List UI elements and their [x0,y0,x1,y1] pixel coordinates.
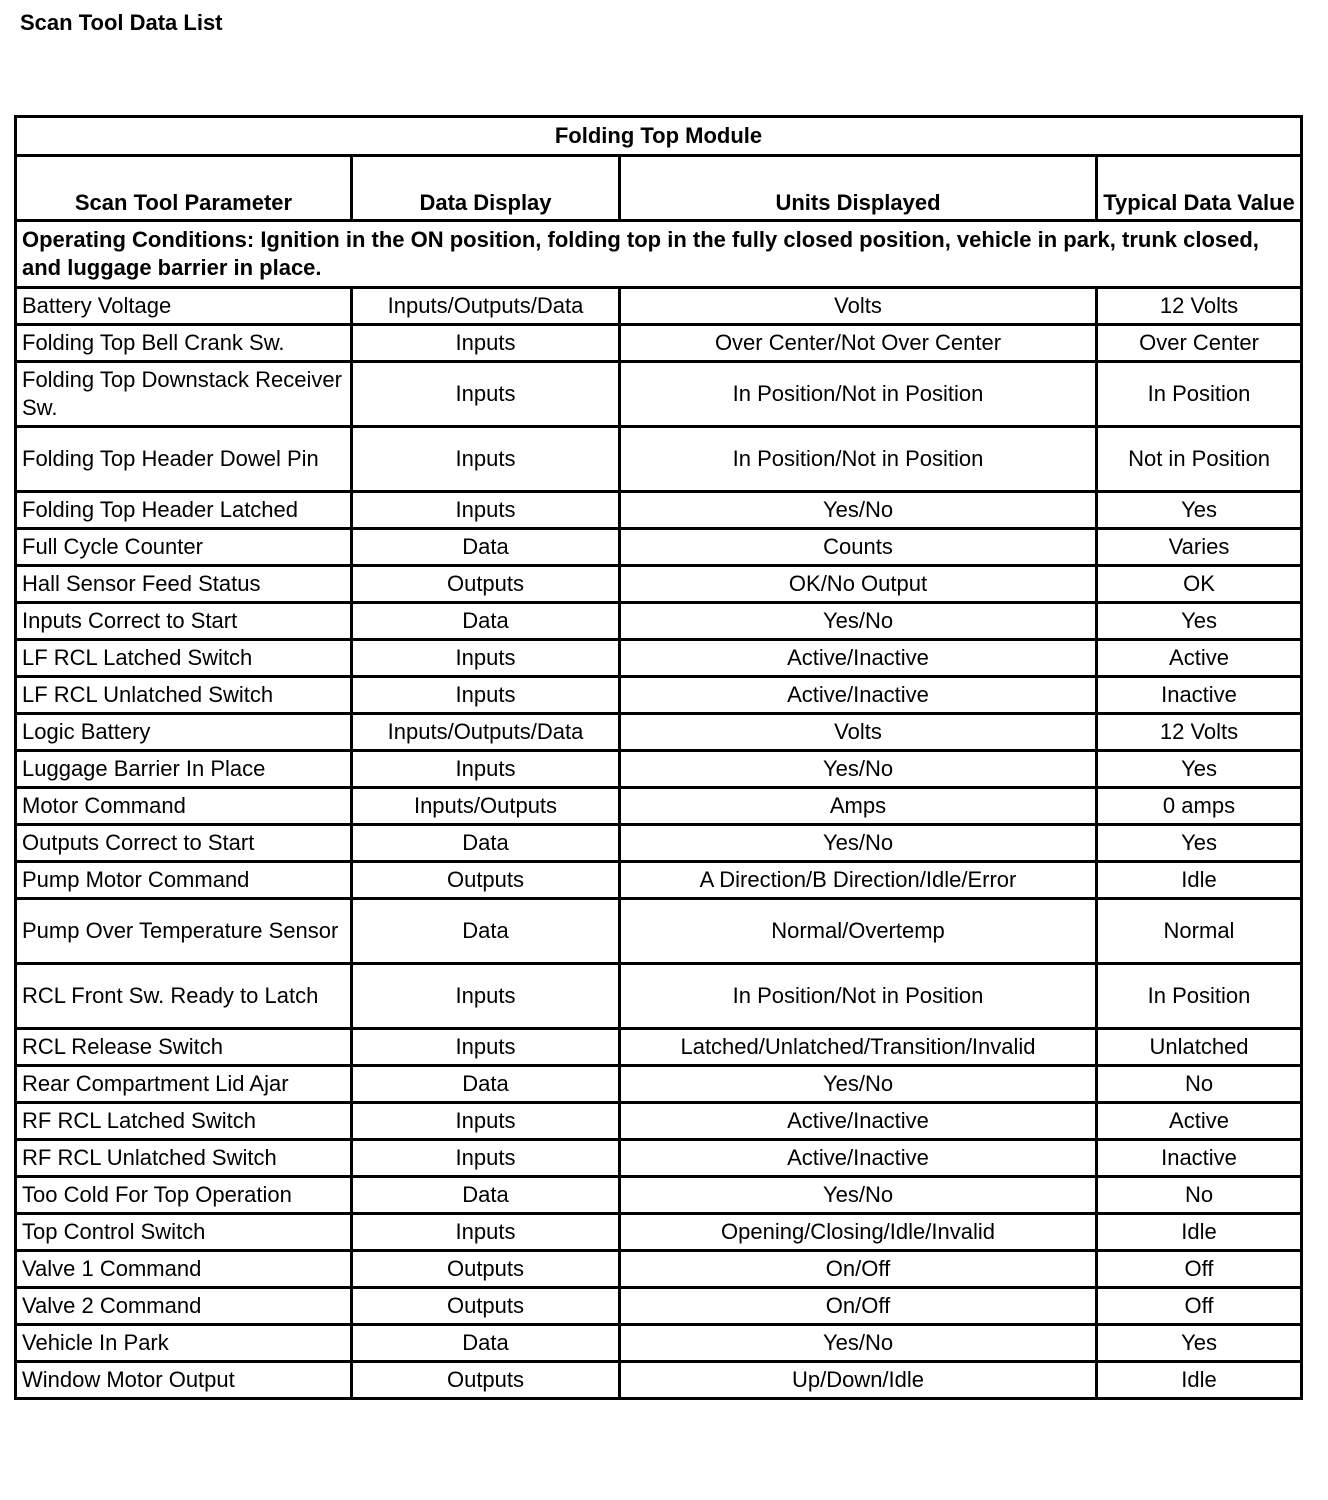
scan-tool-data-table [14,115,1303,1400]
table-row [16,1362,1302,1399]
units-cell: Yes/No [620,492,1097,529]
typical-value-cell: Unlatched [1097,1029,1302,1066]
parameter-cell: Battery Voltage [16,288,352,325]
module-title: Folding Top Module [16,117,1302,156]
data-display-cell: Inputs [352,964,620,1029]
parameter-cell: Too Cold For Top Operation [16,1177,352,1214]
units-cell: Active/Inactive [620,1103,1097,1140]
units-cell: Volts [620,288,1097,325]
parameter-cell: RCL Release Switch [16,1029,352,1066]
typical-value-cell: Over Center [1097,325,1302,362]
table-row [16,325,1302,362]
units-cell: OK/No Output [620,566,1097,603]
parameter-cell: Logic Battery [16,714,352,751]
parameter-cell: Inputs Correct to Start [16,603,352,640]
typical-value-cell: 0 amps [1097,788,1302,825]
data-display-cell: Outputs [352,1251,620,1288]
data-display-cell: Inputs [352,362,620,427]
parameter-cell: Folding Top Downstack Receiver Sw. [16,362,352,427]
data-display-cell: Data [352,1177,620,1214]
table-row [16,1325,1302,1362]
table-row [16,899,1302,964]
table-row [16,714,1302,751]
parameter-cell: Rear Compartment Lid Ajar [16,1066,352,1103]
table-row [16,1066,1302,1103]
units-cell: Up/Down/Idle [620,1362,1097,1399]
units-cell: Opening/Closing/Idle/Invalid [620,1214,1097,1251]
table-row [16,1288,1302,1325]
units-cell: Yes/No [620,751,1097,788]
typical-value-cell: Inactive [1097,677,1302,714]
typical-value-cell: Idle [1097,862,1302,899]
data-display-cell: Inputs [352,677,620,714]
table-row [16,1214,1302,1251]
parameter-cell: Pump Over Temperature Sensor [16,899,352,964]
data-display-cell: Inputs [352,492,620,529]
parameter-cell: Folding Top Header Latched [16,492,352,529]
parameter-cell: Valve 2 Command [16,1288,352,1325]
typical-value-cell: Yes [1097,603,1302,640]
table-row [16,751,1302,788]
data-display-cell: Inputs [352,1214,620,1251]
table-row [16,1103,1302,1140]
data-display-cell: Outputs [352,1288,620,1325]
units-cell: In Position/Not in Position [620,964,1097,1029]
units-cell: On/Off [620,1251,1097,1288]
units-cell: Yes/No [620,1066,1097,1103]
units-cell: Amps [620,788,1097,825]
typical-value-cell: Yes [1097,825,1302,862]
data-display-cell: Outputs [352,1362,620,1399]
units-cell: Active/Inactive [620,640,1097,677]
typical-value-cell: 12 Volts [1097,714,1302,751]
units-cell: Active/Inactive [620,677,1097,714]
typical-value-cell: Off [1097,1288,1302,1325]
data-display-cell: Inputs [352,427,620,492]
header-typical-value: Typical Data Value [1097,156,1302,221]
header-parameter: Scan Tool Parameter [16,156,352,221]
typical-value-cell: In Position [1097,362,1302,427]
data-display-cell: Data [352,825,620,862]
parameter-cell: RF RCL Latched Switch [16,1103,352,1140]
table-row [16,788,1302,825]
table-row [16,288,1302,325]
document-title: Scan Tool Data List [20,10,223,35]
units-cell: On/Off [620,1288,1097,1325]
parameter-cell: Outputs Correct to Start [16,825,352,862]
typical-value-cell: No [1097,1177,1302,1214]
parameter-cell: Window Motor Output [16,1362,352,1399]
typical-value-cell: Active [1097,640,1302,677]
data-display-cell: Inputs [352,1103,620,1140]
data-display-cell: Outputs [352,566,620,603]
typical-value-cell: Normal [1097,899,1302,964]
table-row [16,1177,1302,1214]
parameter-cell: LF RCL Unlatched Switch [16,677,352,714]
units-cell: Yes/No [620,825,1097,862]
units-cell: Yes/No [620,603,1097,640]
data-display-cell: Data [352,529,620,566]
parameter-cell: Full Cycle Counter [16,529,352,566]
parameter-cell: Pump Motor Command [16,862,352,899]
data-display-cell: Data [352,1066,620,1103]
table-row [16,1251,1302,1288]
units-cell: Active/Inactive [620,1140,1097,1177]
table-row [16,427,1302,492]
typical-value-cell: Yes [1097,1325,1302,1362]
table-row [16,566,1302,603]
parameter-cell: RF RCL Unlatched Switch [16,1140,352,1177]
header-data-display: Data Display [352,156,620,221]
typical-value-cell: Varies [1097,529,1302,566]
table-row [16,492,1302,529]
units-cell: A Direction/B Direction/Idle/Error [620,862,1097,899]
typical-value-cell: Active [1097,1103,1302,1140]
data-display-cell: Data [352,603,620,640]
parameter-cell: Motor Command [16,788,352,825]
typical-value-cell: Idle [1097,1362,1302,1399]
data-display-cell: Inputs/Outputs/Data [352,288,620,325]
data-display-cell: Inputs [352,640,620,677]
parameter-cell: Folding Top Bell Crank Sw. [16,325,352,362]
typical-value-cell: Yes [1097,751,1302,788]
data-display-cell: Inputs [352,1029,620,1066]
operating-conditions: Operating Conditions: Ignition in the ON position, folding top in the fully closed position, vehicle in park, trunk closed, and luggage barrier in place. [16,221,1302,288]
table-row [16,1140,1302,1177]
parameter-cell: Valve 1 Command [16,1251,352,1288]
parameter-cell: RCL Front Sw. Ready to Latch [16,964,352,1029]
units-cell: Yes/No [620,1325,1097,1362]
typical-value-cell: Not in Position [1097,427,1302,492]
data-display-cell: Data [352,899,620,964]
table-row [16,964,1302,1029]
table-row [16,603,1302,640]
data-display-cell: Inputs [352,751,620,788]
typical-value-cell: No [1097,1066,1302,1103]
units-cell: In Position/Not in Position [620,427,1097,492]
data-display-cell: Data [352,1325,620,1362]
typical-value-cell: 12 Volts [1097,288,1302,325]
table-row [16,862,1302,899]
typical-value-cell: Off [1097,1251,1302,1288]
parameter-cell: Hall Sensor Feed Status [16,566,352,603]
data-display-cell: Inputs/Outputs/Data [352,714,620,751]
typical-value-cell: Yes [1097,492,1302,529]
data-display-cell: Inputs/Outputs [352,788,620,825]
table-row [16,362,1302,427]
units-cell: In Position/Not in Position [620,362,1097,427]
data-display-cell: Outputs [352,862,620,899]
table-row [16,640,1302,677]
parameter-cell: Luggage Barrier In Place [16,751,352,788]
units-cell: Yes/No [620,1177,1097,1214]
parameter-cell: LF RCL Latched Switch [16,640,352,677]
typical-value-cell: In Position [1097,964,1302,1029]
header-units: Units Displayed [620,156,1097,221]
data-display-cell: Inputs [352,325,620,362]
table-row [16,677,1302,714]
units-cell: Counts [620,529,1097,566]
units-cell: Volts [620,714,1097,751]
typical-value-cell: Inactive [1097,1140,1302,1177]
typical-value-cell: Idle [1097,1214,1302,1251]
table-row [16,1029,1302,1066]
parameter-cell: Vehicle In Park [16,1325,352,1362]
data-display-cell: Inputs [352,1140,620,1177]
units-cell: Latched/Unlatched/Transition/Invalid [620,1029,1097,1066]
table-row [16,825,1302,862]
units-cell: Over Center/Not Over Center [620,325,1097,362]
table-row [16,529,1302,566]
parameter-cell: Top Control Switch [16,1214,352,1251]
units-cell: Normal/Overtemp [620,899,1097,964]
typical-value-cell: OK [1097,566,1302,603]
parameter-cell: Folding Top Header Dowel Pin [16,427,352,492]
